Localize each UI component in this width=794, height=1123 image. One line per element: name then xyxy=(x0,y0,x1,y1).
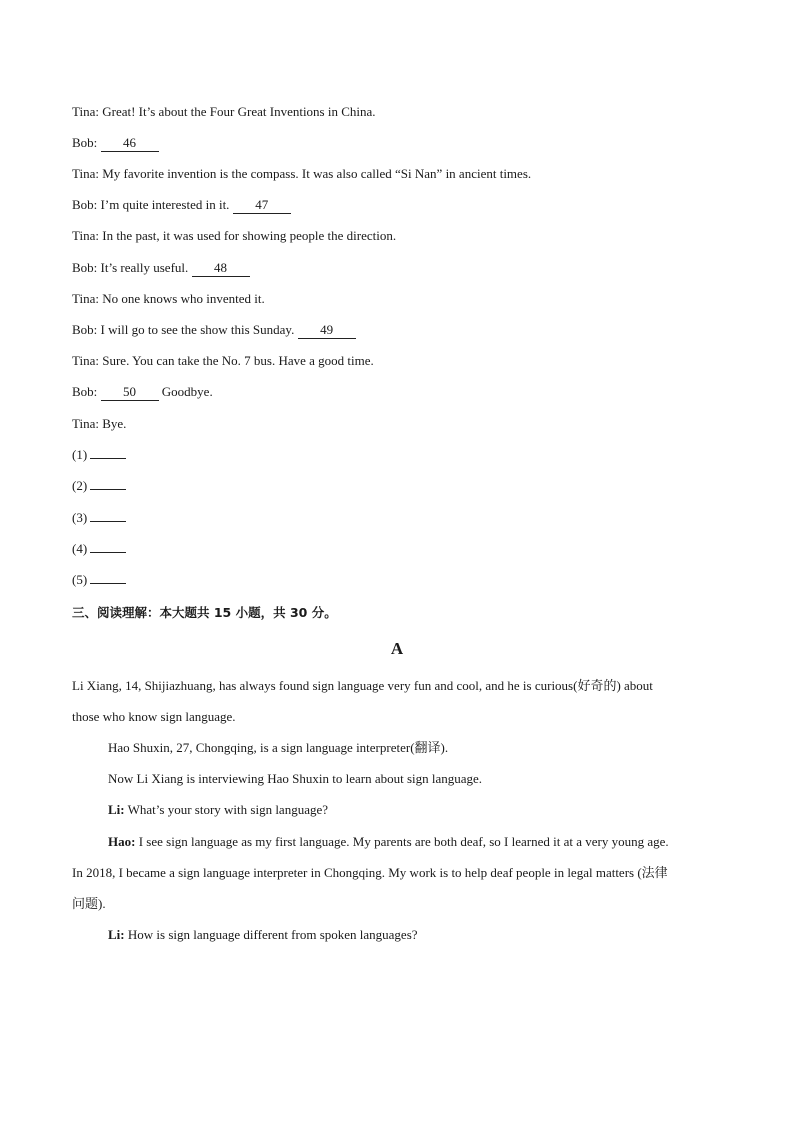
dialogue-line xyxy=(72,321,356,339)
dialogue-text: Bye. xyxy=(102,416,127,431)
dialogue-line xyxy=(72,415,126,433)
speaker: Tina: xyxy=(72,228,99,243)
speaker: Hao: xyxy=(108,834,136,849)
dialogue-text: No one knows who invented it. xyxy=(102,291,265,306)
speaker: Bob: xyxy=(72,260,98,275)
answer-field[interactable] xyxy=(90,521,126,522)
question-text: What’s your story with sign language? xyxy=(127,802,329,817)
speaker: Bob: xyxy=(72,384,98,399)
dialogue-line xyxy=(72,259,250,277)
dialogue-text: It’s really useful. xyxy=(100,260,189,275)
answer-field[interactable] xyxy=(90,458,126,459)
section-heading: 三、阅读理解：本大题共 15 小题，共 30 分。 xyxy=(72,605,337,620)
speaker: Bob: xyxy=(72,135,98,150)
dialogue-text: Sure. You can take the No. 7 bus. Have a good time. xyxy=(102,353,374,368)
interview-question xyxy=(108,794,758,825)
dialogue-line xyxy=(72,103,376,121)
speaker: Li: xyxy=(108,802,125,817)
answer-blank-46[interactable]: 46 xyxy=(101,135,159,152)
answer-blank-48[interactable]: 48 xyxy=(192,260,250,277)
interview-answer xyxy=(108,826,758,857)
dialogue-text: My favorite invention is the compass. It was also called “Si Nan” in ancient times. xyxy=(102,166,532,181)
interview-question xyxy=(108,919,758,950)
dialogue-text: In the past, it was used for showing people the direction. xyxy=(102,228,397,243)
paragraph-line: Now Li Xiang is interviewing Hao Shuxin to learn about sign language. xyxy=(108,771,483,786)
paragraph-line: 问题). xyxy=(72,896,106,911)
dialogue-line xyxy=(72,383,213,401)
question-text: How is sign language different from spoken languages? xyxy=(127,927,418,942)
paragraph-line: those who know sign language. xyxy=(72,709,236,724)
answer-field[interactable] xyxy=(90,489,126,490)
answer-number: (5) xyxy=(72,572,88,587)
speaker: Bob: xyxy=(72,322,98,337)
dialogue-line xyxy=(72,352,374,370)
speaker: Li: xyxy=(108,927,125,942)
dialogue-line xyxy=(72,196,291,214)
dialogue-line xyxy=(72,165,531,183)
speaker: Tina: xyxy=(72,416,99,431)
speaker: Bob: xyxy=(72,197,98,212)
answer-number: (1) xyxy=(72,447,88,462)
answer-line xyxy=(72,509,126,527)
dialogue-line xyxy=(72,227,396,245)
speaker: Tina: xyxy=(72,166,99,181)
answer-blank-50[interactable]: 50 xyxy=(101,384,159,401)
paragraph-line: Hao Shuxin, 27, Chongqing, is a sign language interpreter(翻译). xyxy=(108,740,449,755)
answer-line xyxy=(72,540,126,558)
answer-line xyxy=(72,477,126,495)
speaker: Tina: xyxy=(72,104,99,119)
dialogue-text: Great! It’s about the Four Great Inventions in China. xyxy=(102,104,376,119)
answer-blank-49[interactable]: 49 xyxy=(298,322,356,339)
dialogue-line xyxy=(72,134,159,152)
answer-field[interactable] xyxy=(90,583,126,584)
answer-blank-47[interactable]: 47 xyxy=(233,197,291,214)
answer-number: (4) xyxy=(72,541,88,556)
answer-line xyxy=(72,446,126,464)
answer-number: (2) xyxy=(72,478,88,493)
dialogue-text: I will go to see the show this Sunday. xyxy=(100,322,295,337)
dialogue-line xyxy=(72,290,265,308)
paragraph-line: In 2018, I became a sign language interpreter in Chongqing. My work is to help deaf people in legal matters (法律 xyxy=(72,865,668,880)
answer-text: I see sign language as my first language. My parents are both deaf, so I learned it at a very young age. xyxy=(138,834,669,849)
answer-field[interactable] xyxy=(90,552,126,553)
speaker: Tina: xyxy=(72,291,99,306)
answer-number: (3) xyxy=(72,510,88,525)
dialogue-text: I’m quite interested in it. xyxy=(100,197,230,212)
speaker: Tina: xyxy=(72,353,99,368)
passage-title: A xyxy=(390,639,404,658)
dialogue-text: Goodbye. xyxy=(161,384,213,399)
paragraph-line: Li Xiang, 14, Shijiazhuang, has always found sign language very fun and cool, and he is curious(好奇的) about xyxy=(72,678,653,693)
answer-line xyxy=(72,571,126,589)
